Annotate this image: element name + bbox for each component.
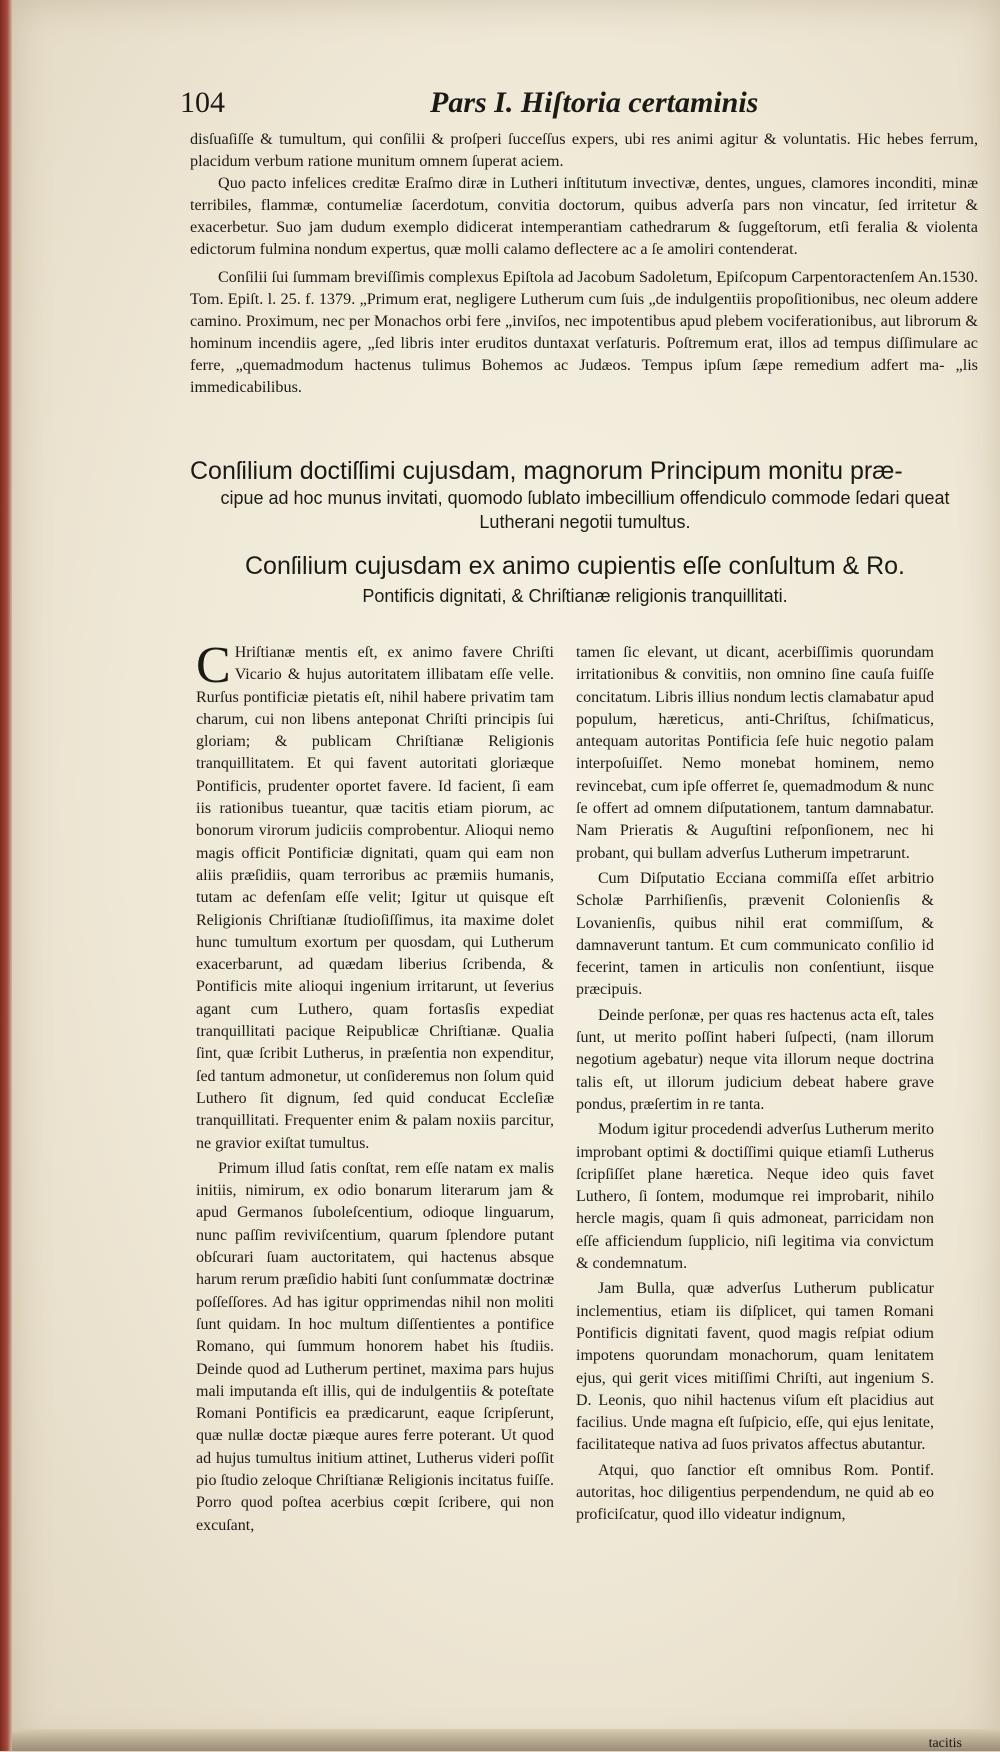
section-heading-2	[195, 550, 955, 608]
catchword: tacitis	[928, 1736, 962, 1751]
intro-text	[190, 128, 978, 398]
paragraph: Quo pacto infelices creditæ Eraſmo diræ in Lutheri inſtitutum invectivæ, dentes, ungues, clamores inconditi, minæ terribiles, flammæ, contumeliæ ſacerdotum, convitia doctorum, quibus adverſa pars non vincatur, ſed irritetur & exacerbetur. Suo jam dudum exemplo didicerat intemperantiam cathedrarum & ſuggeſtorum, etſi feralia & violenta edictorum fulmina nondum expertus, quæ molli calamo deflectere ac a ſe amoliri contenderat.	[190, 174, 978, 258]
paragraph: Conſilii ſui ſummam breviſſimis complexus Epiſtola ad Jacobum Sadoletum, Epiſcopum Carpentoractenſem An.1530. Tom. Epiſt. l. 25. f. 1379. „Primum erat, negligere Lutherum cum ſuis „de indulgentiis propoſitionibus, nec oleum addere camino. Proximum, nec per Monachos orbi fere „inviſos, nec impotentibus apud plebem vociferationibus, aut librorum & hominum incendiis agere, „ſed libris inter eruditos duntaxat verſaturis. Poſtremum erat, illos ad tempus diſſimulare ac ferre, „quemadmodum hactenus tulimus Bohemos ac Judæos. Tempus ipſum ſæpe remedium adfert ma- „lis immedicabilibus.	[190, 268, 978, 396]
paragraph: Deinde perſonæ, per quas res hactenus acta eſt, tales ſunt, ut merito poſſint haberi ſuſpecti, (nam illorum negotium agebatur) neque vita illorum neque doctrina talis eſt, ut illorum judicium debeat habere grave pondus, præſertim in re tanta.	[576, 1006, 934, 1113]
paragraph: Primum illud ſatis conſtat, rem eſſe natam ex malis initiis, nimirum, ex odio bonarum literarum jam & apud Germanos ſuboleſcentium, odioque linguarum, nunc paſſim reviviſcentium, quarum ſplendore putant obſcurari ſuam auctoritatem, qui hactenus absque harum rerum præſidio habiti ſunt conſummatæ doctrinæ poſſeſſores. Ad has igitur opprimendas nihil non moliti ſunt quidam. In hoc multum diſſentientes a pontifice Romano, qui ſummum honorem habet his ſtudiis. Deinde quod ad Lutherum pertinet, maxima pars hujus mali imputanda eſt illis, qui de indulgentiis & poteſtate Romani Pontificis ea prædicarunt, eaque ſcripſerunt, quæ nullæ doctæ piæque aures ferre poterant. Ut quod ad hujus tumultus initium attinet, Lutherus videri poſſit pio ſtudio zeloque Chriſtianæ Religionis incitatus fuiſſe. Porro quod poſtea acerbius cœpit ſcribere, qui non excuſant,	[196, 1159, 554, 1534]
heading-line: Conſilium doctiſſimi cujusdam, magnorum Principum monitu præ-	[190, 457, 903, 485]
heading-line: Pontificis dignitati, & Chriſtianæ religionis tranquillitati.	[362, 586, 788, 606]
paragraph	[196, 637, 554, 1155]
heading-line: Conſilium cujusdam ex animo cupientis eſſe conſultum & Ro.	[244, 552, 906, 580]
page-header	[180, 86, 940, 126]
book-binding-edge	[0, 0, 12, 1751]
paragraph: Jam Bulla, quæ adverſus Lutherum publicatur inclementius, etiam iis diſplicet, qui tamen Romani Pontificis dignitati favent, quod magis reſpiat odium impotens quorundam monachorum, quam lenitatem ejus, qui gerit vices mitiſſimi Chriſti, aut ingenium S. D. Leonis, quo nihil hactenus viſum eſt placidius aut facilius. Unde magna eſt ſuſpicio, eſſe, qui ejus lenitate, facilitateque nativa ad ſuos privatos affectus abutantur.	[576, 1280, 934, 1454]
paragraph: Atqui, quo ſanctior eſt omnibus Rom. Pontif. autoritas, hoc diligentius perpendendum, ne quid ab eo proficiſcatur, quod illo videatur indignum,	[576, 1461, 934, 1524]
paragraph: disſuaſiſſe & tumultum, qui conſilii & proſperi ſucceſſus expers, ubi res animi agitur & voluntatis. Hic hebes ferrum, placidum verbum ratione munitum omnem ſuperat aciem.	[190, 130, 978, 170]
paragraph: tamen ſic elevant, ut dicant, acerbiſſimis quorundam irritationibus & convitiis, non omnino ſine cauſa fuiſſe concitatum. Libris illius nondum lectis clamabatur apud populum, hæreticus, anti-Chriſtus, ſchiſmaticus, antequam autoritas Pontificia ſeſe huic negotio palam interpoſuiſſet. Nemo monebat hominem, nemo revincebat, cum ipſe offerret ſe, quemadmodum & nunc ſe offert ad omnem diſputationem, tantum damnabatur. Nam Prieratis & Auguſtini reſponſionem, nec hi probant, qui bullam adverſus Lutherum impetrarunt.	[576, 644, 934, 862]
paragraph-text: Hriſtianæ mentis eſt, ex animo favere Chriſti Vicario & hujus autoritatem illibatam eſſe velle. Rurſus pontificiæ pietatis eſt, nihil habere privatim tam charum, cui non libens anteponat Chriſti principis ſui gloriam; & publicam Chriſtianæ Religionis tranquillitatem. Et qui favent autoritati gloriæque Pontificis, prudenter oportet favere. Id facient, ſi eam iis rationibus tueantur, quæ tacitis etiam piorum, ac bonorum virorum judiciis comprobentur. Alioqui nemo magis officit Pontificiæ dignitati, quam qui eam non aliis præſidiis, quam terroribus ac præmiis humanis, tutam ac defenſam eſſe velit; Igitur ut quisque eſt Religionis Chriſtianæ ſtudioſiſſimus, ita maxime dolet hunc tumultum exortum per quosdam, qui Lutherum exacerbarunt, ad quædam liberius ſcribenda, & Pontificis mite alioqui ingenium irritarunt, ut ſeverius agant cum Luthero, quam fortasſis expediat tranquillitati pacique Reipublicæ Chriſtianæ. Qualia ſint, quæ ſcribit Lutherus, in præſentia non expenditur, ſed tantum admonetur, ut conſideremus non ſolum quid Luthero ſit dignum, ſed quid conducat Eccleſiæ tranquillitati. Frequenter enim & palam noxiis parcitur, ne gravior exiſtat tumultus.	[196, 644, 554, 1152]
drop-cap: C	[196, 637, 231, 694]
left-column	[196, 637, 554, 1540]
paragraph: Cum Diſputatio Ecciana commiſſa eſſet arbitrio Scholæ Parrhiſienſis, prævenit Colonienſis & Lovanienſis, quibus nihil erat commiſſum, & damnaverunt tantum. Et cum communicato conſilio id fecerint, tamen in articulis non conſentiunt, iisque præcipuis.	[576, 869, 934, 999]
right-column	[576, 642, 934, 1530]
page-number: 104	[180, 86, 225, 119]
paragraph: Modum igitur procedendi adverſus Lutherum merito improbant optimi & doctiſſimi quique etiamſi Lutherus ſcripſiſſet plane hæretica. Neque ideo quis favet Luthero, ſi ſontem, modumque rei improbarit, nihilo hercle magis, quam ſi quis admoneat, parricidam non eſſe afficiendum ſupplicio, niſi legitima via convictum & condemnatum.	[576, 1121, 934, 1273]
page-bottom-edge	[12, 1729, 1000, 1751]
section-heading-1	[190, 456, 980, 534]
heading-line: cipue ad hoc munus invitati, quomodo ſublato imbecillium offendiculo commode ſedari queat Lutherani negotii tumultus.	[220, 488, 950, 532]
running-title: Pars I. Hiſtoria certaminis	[430, 86, 759, 119]
